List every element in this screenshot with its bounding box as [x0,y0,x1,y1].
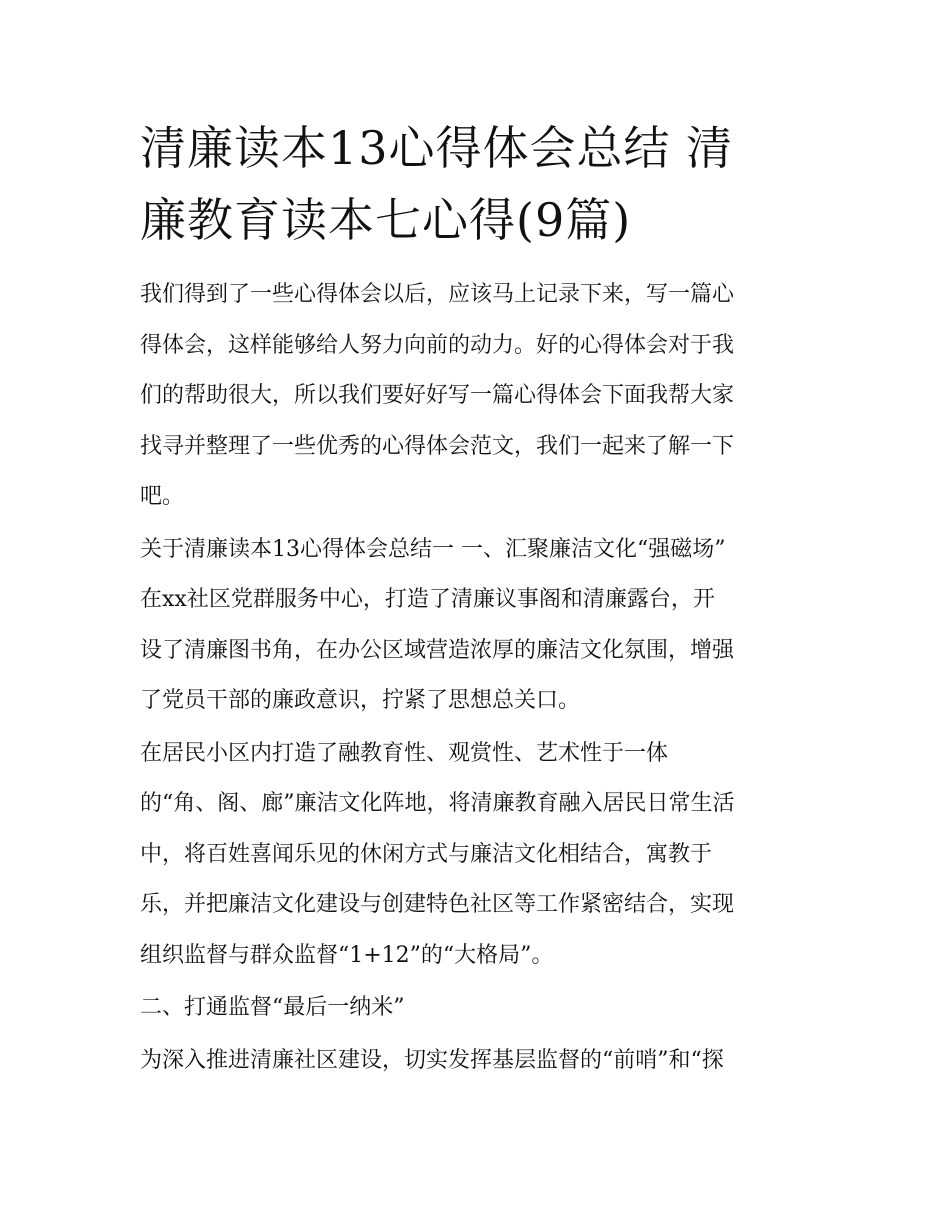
text-line: 找寻并整理了一些优秀的心得体会范文，我们一起来了解一下 [140,433,735,459]
paragraph-intro [140,270,812,523]
text-line: 乐，并把廉洁文化建设与创建特色社区等工作紧密结合，实现 [140,892,735,917]
title-line: 廉教育读本七心得(9篇) [140,193,632,247]
text-line: 为深入推进清廉社区建设，切实发挥基层监督的“前哨”和“探 [140,1047,724,1073]
text-line: 的“角、阁、廊”廉洁文化阵地，将清廉教育融入居民日常生活 [140,791,735,816]
text-line: 得体会，这样能够给人努力向前的动力。好的心得体会对于我 [140,332,735,358]
text-line: 我们得到了一些心得体会以后，应该马上记录下来，写一篇心 [140,282,735,307]
document-title [140,112,812,256]
paragraph-section-two [140,1036,812,1087]
document-page [140,112,812,1088]
text-line: 设了清廉图书角，在办公区域营造浓厚的廉洁文化氛围，增强 [140,637,735,663]
text-line: 组织监督与群众监督“1+12”的“大格局”。 [140,942,554,968]
title-line: 清廉读本13心得体会总结 清 [140,121,734,175]
text-line: 在xx社区党群服务中心，打造了清廉议事阁和清廉露台，开 [140,587,715,612]
paragraph-residential [140,729,812,982]
text-line: 吧。 [140,484,185,509]
text-line: 在居民小区内打造了融教育性、观赏性、艺术性于一体 [140,740,669,766]
text-line: 中，将百姓喜闻乐见的休闲方式与廉洁文化相结合，寓教于 [140,841,713,867]
paragraph-section-one [140,525,812,727]
text-line: 们的帮助很大，所以我们要好好写一篇心得体会下面我帮大家 [140,383,735,408]
text-line: 了党员干部的廉政意识，拧紧了思想总关口。 [140,688,581,713]
text-line: 二、打通监督“最后一纳米” [140,995,405,1020]
section-heading-two [140,983,812,1034]
text-line: 关于清廉读本13心得体会总结一 一、汇聚廉洁文化“强磁场” [140,536,726,562]
